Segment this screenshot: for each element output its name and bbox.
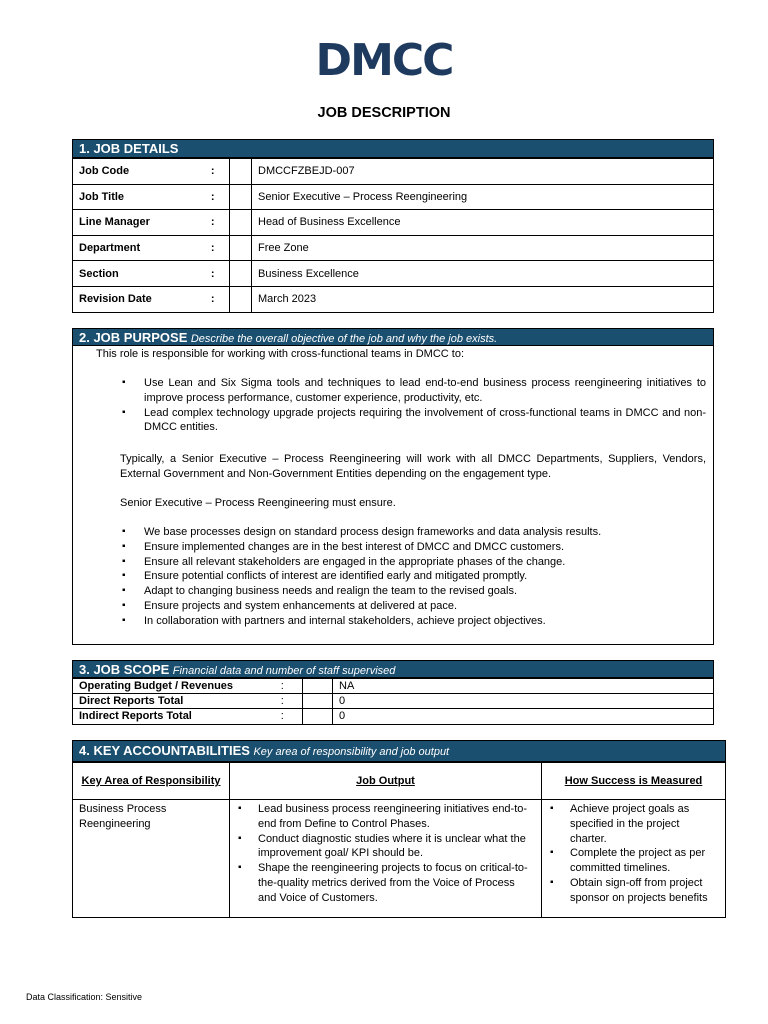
row-colon: : xyxy=(263,679,303,694)
job-purpose-box xyxy=(72,346,714,645)
row-label: Section xyxy=(73,261,197,287)
row-label: Operating Budget / Revenues xyxy=(73,679,263,694)
document-title: JOB DESCRIPTION xyxy=(317,105,451,121)
purpose-bullet: ▪ Ensure potential conflicts of interest are identified early and mitigated promptly. xyxy=(120,569,706,584)
purpose-paragraph-2: Senior Executive – Process Reengineering must ensure. xyxy=(120,497,396,509)
row-value: Head of Business Excellence xyxy=(252,210,714,236)
purpose-paragraph-1: Typically, a Senior Executive – Process Reengineering will work with all DMCC Departments, Suppliers, Vendors, External Government and Non-Government Entities depending on the engagement type. xyxy=(120,453,706,480)
row-label: Revision Date xyxy=(73,286,197,312)
job-output-item: ▪ Conduct diagnostic studies where it is unclear what the improvement goal/ KPI should be. xyxy=(236,832,535,862)
row-value: DMCCFZBEJD-007 xyxy=(252,159,714,185)
success-measure-list xyxy=(548,802,719,906)
row-spacer xyxy=(303,694,333,709)
col-success-measure: How Success is Measured xyxy=(542,763,726,800)
row-spacer xyxy=(230,286,252,312)
job-detail-row xyxy=(73,235,714,261)
key-area-cell: Business Process Reengineering xyxy=(73,800,230,918)
success-measure-item: ▪ Achieve project goals as specified in the project charter. xyxy=(548,802,719,846)
success-measure-item: ▪ Complete the project as per committed timelines. xyxy=(548,846,719,876)
row-colon: : xyxy=(197,210,230,236)
row-colon: : xyxy=(197,261,230,287)
row-label: Indirect Reports Total xyxy=(73,709,263,724)
data-classification-footer: Data Classification: Sensitive xyxy=(26,992,143,1002)
purpose-bullet: ▪ Adapt to changing business needs and realign the team to the revised goals. xyxy=(120,584,706,599)
job-detail-row xyxy=(73,286,714,312)
row-colon: : xyxy=(263,709,303,724)
dmcc-logo: DMCC xyxy=(315,35,453,86)
job-detail-row xyxy=(73,210,714,236)
row-label: Line Manager xyxy=(73,210,197,236)
row-colon: : xyxy=(197,159,230,185)
key-accountabilities-heading: 4. KEY ACCOUNTABILITIES xyxy=(79,743,250,758)
job-details-header xyxy=(72,139,714,158)
row-spacer xyxy=(230,210,252,236)
job-output-item: ▪ Lead business process reengineering initiatives end-to-end from Define to Control Phases. xyxy=(236,802,535,832)
job-scope-table xyxy=(72,678,714,725)
success-measure-cell xyxy=(542,800,726,918)
purpose-bullets-1 xyxy=(120,376,706,435)
row-spacer xyxy=(230,184,252,210)
row-value: Senior Executive – Process Reengineering xyxy=(252,184,714,210)
purpose-bullet: ▪ Use Lean and Six Sigma tools and techniques to lead end-to-end business process reengineering initiatives to improve process performance, customer experience, productivity, etc. xyxy=(120,376,706,406)
key-accountabilities-subheading: Key area of responsibility and job output xyxy=(253,746,450,758)
row-colon: : xyxy=(263,694,303,709)
row-value: NA xyxy=(333,679,714,694)
purpose-bullet: ▪ Ensure projects and system enhancements at delivered at pace. xyxy=(120,599,706,614)
job-purpose-heading: 2. JOB PURPOSE xyxy=(79,330,188,345)
job-output-item: ▪ Shape the reengineering projects to focus on critical-to-the-quality metrics derived from the Voice of Process and Voice of Customers. xyxy=(236,861,535,905)
job-details-heading: 1. JOB DETAILS xyxy=(79,141,179,156)
job-detail-row xyxy=(73,159,714,185)
job-purpose-header xyxy=(72,328,714,346)
row-spacer xyxy=(303,709,333,724)
job-details-table xyxy=(72,158,714,313)
row-label: Job Code xyxy=(73,159,197,185)
job-purpose-subheading: Describe the overall objective of the job and why the job exists. xyxy=(190,333,498,345)
row-spacer xyxy=(230,261,252,287)
row-colon: : xyxy=(197,286,230,312)
job-scope-row xyxy=(73,694,714,709)
row-spacer xyxy=(230,159,252,185)
row-value: 0 xyxy=(333,694,714,709)
job-scope-subheading: Financial data and number of staff supervised xyxy=(172,665,396,677)
job-detail-row xyxy=(73,184,714,210)
purpose-bullet: ▪ Ensure implemented changes are in the best interest of DMCC and DMCC customers. xyxy=(120,540,706,555)
row-value: 0 xyxy=(333,709,714,724)
row-value: March 2023 xyxy=(252,286,714,312)
row-spacer xyxy=(230,235,252,261)
purpose-bullet: ▪ In collaboration with partners and internal stakeholders, achieve project objectives. xyxy=(120,614,706,629)
row-value: Business Excellence xyxy=(252,261,714,287)
purpose-intro: This role is responsible for working with cross-functional teams in DMCC to: xyxy=(96,348,465,360)
purpose-bullet: ▪ We base processes design on standard process design frameworks and data analysis results. xyxy=(120,525,706,540)
row-label: Direct Reports Total xyxy=(73,694,263,709)
key-accountabilities-header xyxy=(72,740,726,762)
job-scope-row xyxy=(73,709,714,724)
job-detail-row xyxy=(73,261,714,287)
job-output-list xyxy=(236,802,535,906)
row-value: Free Zone xyxy=(252,235,714,261)
job-scope-header xyxy=(72,660,714,678)
col-key-area: Key Area of Responsibility xyxy=(73,763,230,800)
row-label: Department xyxy=(73,235,197,261)
purpose-bullet: ▪ Ensure all relevant stakeholders are engaged in the appropriate phases of the change. xyxy=(120,555,706,570)
job-scope-row xyxy=(73,679,714,694)
job-scope-heading: 3. JOB SCOPE xyxy=(79,662,170,677)
col-job-output: Job Output xyxy=(230,763,542,800)
success-measure-item: ▪ Obtain sign-off from project sponsor on projects benefits xyxy=(548,876,719,906)
purpose-bullet: ▪ Lead complex technology upgrade projects requiring the involvement of cross-functional teams in DMCC and non-DMCC entities. xyxy=(120,406,706,436)
job-output-cell xyxy=(230,800,542,918)
row-colon: : xyxy=(197,235,230,261)
row-spacer xyxy=(303,679,333,694)
row-colon: : xyxy=(197,184,230,210)
purpose-bullets-2 xyxy=(120,525,706,629)
row-label: Job Title xyxy=(73,184,197,210)
key-accountabilities-table xyxy=(72,762,726,918)
